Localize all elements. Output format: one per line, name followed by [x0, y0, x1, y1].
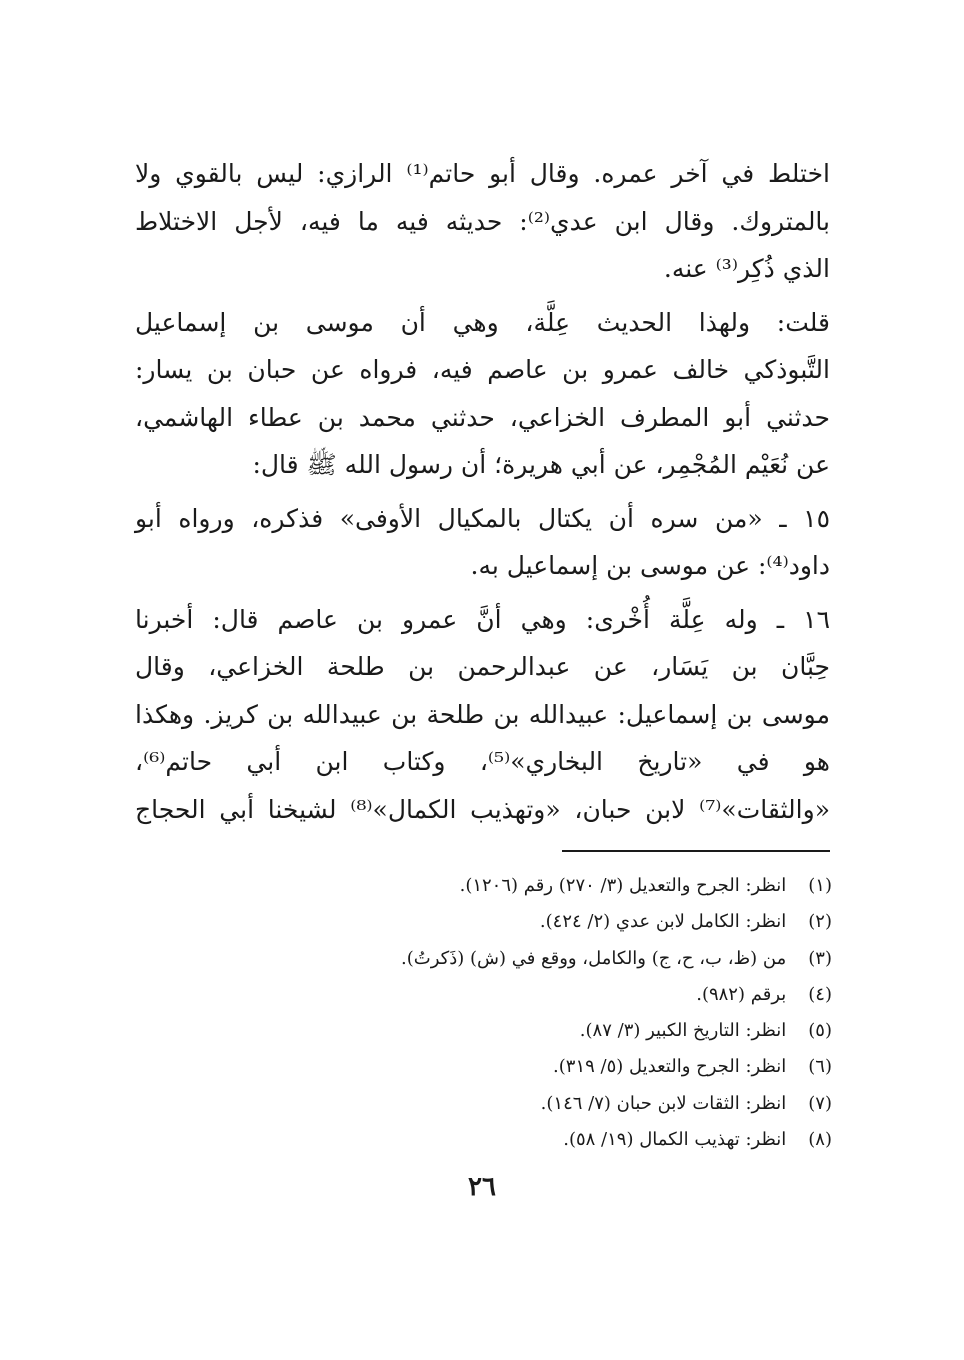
paragraph-1 — [135, 150, 830, 293]
footnote — [135, 1122, 832, 1158]
footnote-number: (٢) — [808, 911, 832, 933]
footnote-text: انظر: الجرح والتعديل (٣/ ٢٧٠) رقم (١٢٠٦). — [459, 875, 787, 896]
main-text — [135, 150, 830, 839]
text-line: اختلط في آخر عمره. وقال أبو حاتم⁽¹⁾ الرازي: ليس بالقوي ولا — [135, 159, 830, 188]
footnote-text: انظر: تهذيب الكمال (١٩/ ٥٨). — [563, 1129, 787, 1151]
footnote — [135, 1086, 832, 1122]
text-line: حِبَّان بن يَسَار، عن عبدالرحمن بن طلحة الخزاعي، وقال — [135, 652, 830, 681]
footnote-text: انظر: الثقات لابن حبان (٧/ ١٤٦). — [540, 1092, 787, 1114]
footnote-number: (٦) — [808, 1056, 832, 1078]
text-line: داود⁽⁴⁾: عن موسى بن إسماعيل به. — [470, 551, 830, 580]
footnote — [135, 1013, 832, 1049]
footnote-number: (١) — [808, 875, 832, 896]
text-line: بالمتروك. وقال ابن عدي⁽²⁾: حديثه فيه ما فيه، لأجل الاختلاط — [135, 206, 831, 236]
page-number: ٢٦ — [468, 1172, 496, 1202]
footnote-text: انظر: الجرح والتعديل (٥/ ٣١٩). — [553, 1056, 787, 1078]
footnote — [135, 941, 832, 977]
footnote — [135, 1049, 832, 1085]
footnote-text: من (ظ، ب، ح، ج) والكامل، ووقع في (ش) (ذَكرتُ). — [401, 947, 787, 969]
paragraph-4 — [135, 596, 830, 834]
footnote-number: (٨) — [808, 1129, 832, 1151]
footnotes — [135, 868, 832, 1158]
text-line: الذي ذُكِر⁽³⁾ عنه. — [663, 254, 830, 283]
text-line: ١٥ ـ «من سره أن يكتال بالمكيال الأوفى» فذكره، ورواه أبو — [135, 503, 830, 533]
footnote-number: (٣) — [808, 947, 832, 969]
text-line: «والثقات»⁽⁷⁾ لابن حبان، «وتهذيب الكمال»⁽⁸⁾ لشيخنا أبي الحجاج — [135, 794, 830, 824]
footnote-text: برقم (٩٨٢). — [696, 983, 787, 1005]
text-line: هو في «تاريخ البخاري»⁽⁵⁾، وكتاب ابن أبي حاتم⁽⁶⁾، — [135, 747, 830, 776]
footnote — [135, 904, 832, 940]
footnote — [135, 977, 832, 1013]
text-line: عن نُعَيْم المُجْمِر، عن أبي هريرة؛ أن رسول الله ﷺ قال: — [252, 450, 830, 479]
footnote-text: انظر: الكامل لابن عدي (٢/ ٤٢٤). — [539, 911, 787, 933]
footnote-number: (٧) — [808, 1092, 832, 1114]
text-line: حدثني أبو المطرف الخزاعي، حدثني محمد بن عطاء الهاشمي، — [135, 402, 830, 432]
text-line: ١٦ ـ وله عِلَّة أُخْرى: وهي أنَّ عمرو بن عاصم قال: أخبرنا — [135, 604, 830, 634]
text-line: قلت: ولهذا الحديث عِلَّة، وهي أن موسى بن إسماعيل — [135, 307, 830, 337]
footnote — [135, 868, 832, 904]
text-line: التَّبوذكي خالف عمرو بن عاصم فيه، فرواه عن حبان بن يسار: — [135, 355, 830, 384]
footnote-text: انظر: التاريخ الكبير (٣/ ٨٧). — [579, 1020, 787, 1042]
paragraph-3 — [135, 495, 830, 590]
footnote-separator — [562, 850, 830, 852]
text-line: موسى بن إسماعيل: عبيدالله بن طلحة بن عبيدالله بن كريز. وهكذا — [135, 699, 830, 729]
footnote-number: (٤) — [808, 983, 832, 1005]
paragraph-2 — [135, 299, 830, 489]
footnote-number: (٥) — [808, 1020, 832, 1042]
